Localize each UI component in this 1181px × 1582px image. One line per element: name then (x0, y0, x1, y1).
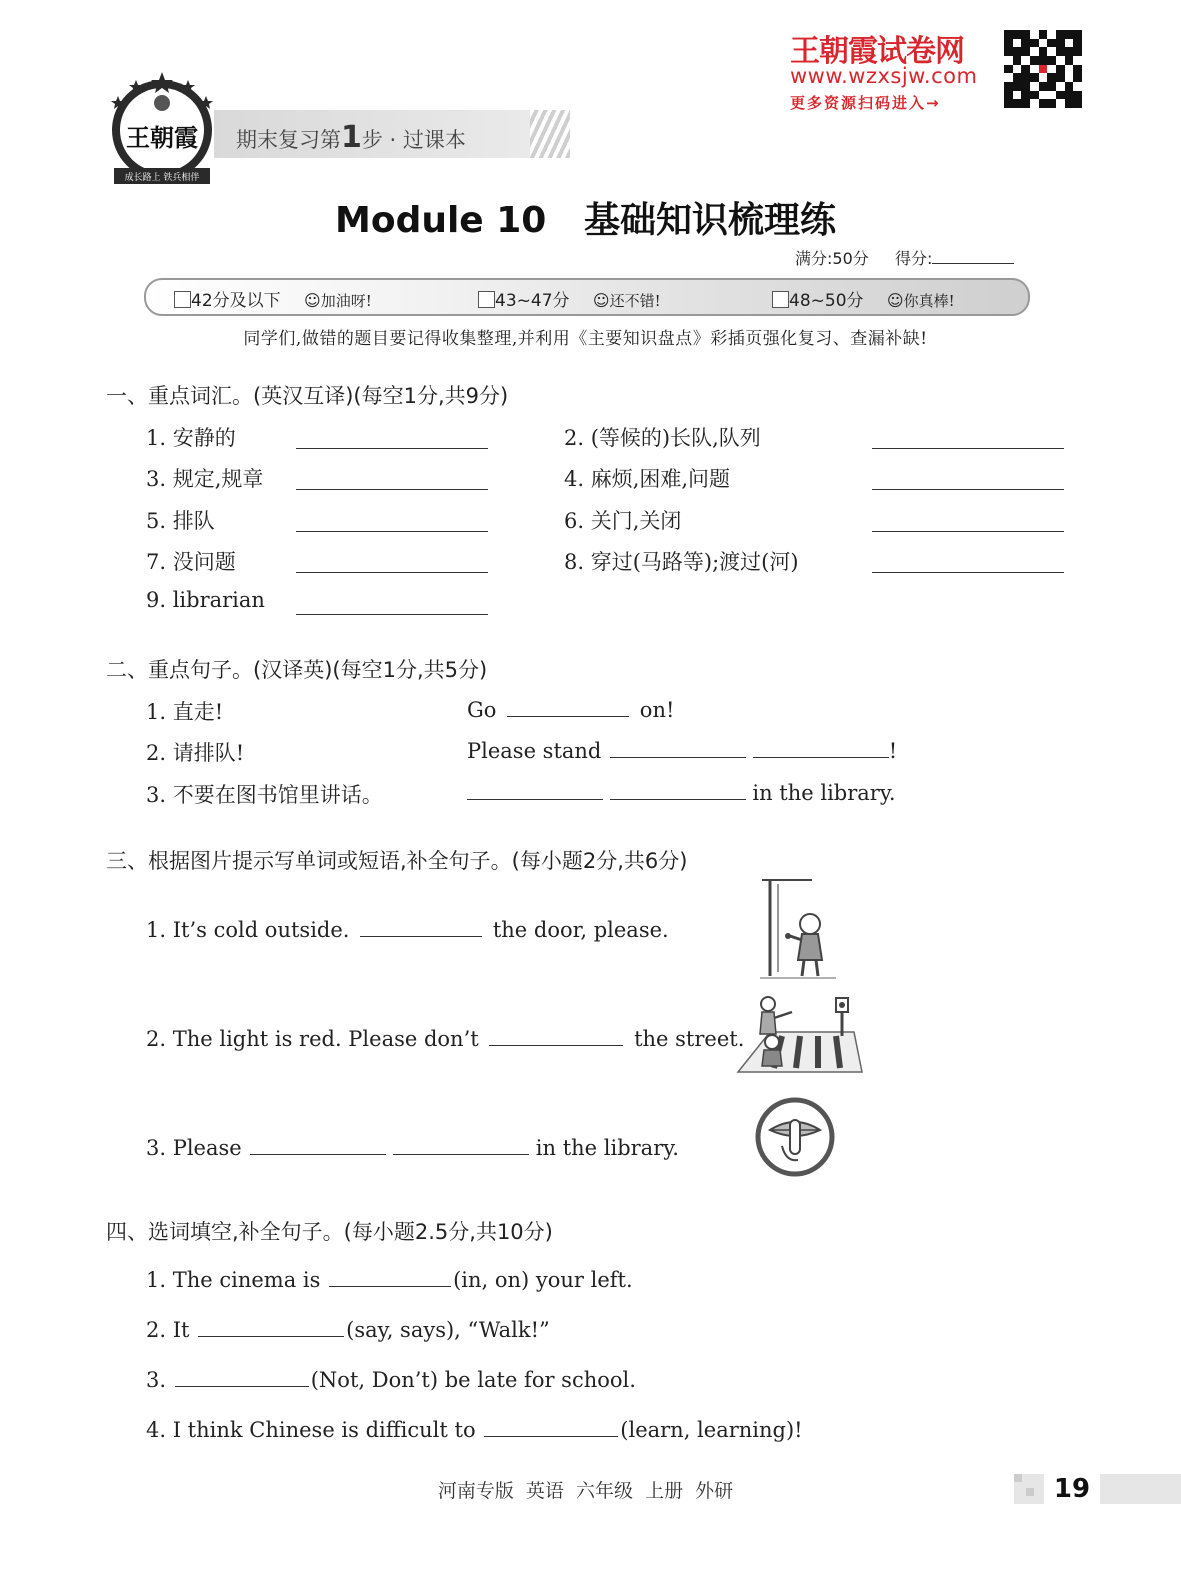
vocab-item: 4. 麻烦,困难,问题 (564, 467, 731, 491)
smile-icon: ☺ (592, 291, 610, 310)
corner-decoration (1014, 1474, 1022, 1482)
rating-option: 48~50分 ☺你真棒! (772, 286, 955, 311)
smile-icon: ☺ (886, 291, 904, 310)
answer-blank[interactable] (296, 552, 488, 573)
vocab-item: 5. 排队 (146, 509, 215, 533)
sentence-cn: 1. 直走! (146, 700, 224, 724)
sentence-en: in the library. (535, 1136, 679, 1160)
checkbox[interactable] (478, 291, 495, 308)
brand-title: 王朝霞试卷网 (790, 34, 964, 69)
page-title: Module 10 基础知识梳理练 (335, 200, 836, 241)
footer-text: 河南专版 英语 六年级 上册 外研 (437, 1480, 734, 1502)
sentence-cn: 2. 请排队! (146, 741, 245, 765)
sentence-en: (learn, learning)! (620, 1418, 803, 1442)
answer-blank[interactable] (175, 1366, 309, 1387)
section1-heading: 一、重点词汇。(英汉互译)(每空1分,共9分) (106, 384, 509, 408)
step-label-pre: 期末复习第 (236, 128, 341, 152)
checkbox[interactable] (174, 291, 191, 308)
answer-blank[interactable] (872, 511, 1064, 532)
sentence-en: 3. Please (146, 1136, 242, 1160)
sentence-en: the door, please. (492, 918, 669, 942)
sentence-en: (Not, Don’t) be late for school. (310, 1368, 636, 1392)
logo (106, 70, 218, 188)
answer-blank[interactable] (296, 428, 488, 449)
answer-blank[interactable] (250, 1134, 386, 1155)
sentence-en: 2. It (146, 1318, 190, 1342)
answer-blank[interactable] (296, 511, 488, 532)
answer-blank[interactable] (610, 737, 746, 758)
logo-name: 王朝霞 (126, 123, 198, 152)
smile-icon: ☺ (304, 291, 321, 310)
score-blank[interactable] (932, 247, 1014, 264)
vocab-item: 7. 没问题 (146, 550, 236, 574)
full-score: 满分:50分 (795, 249, 869, 268)
answer-blank[interactable] (753, 737, 889, 758)
checkbox[interactable] (772, 291, 789, 308)
logo-tagline: 成长路上 铁兵相伴 (124, 173, 200, 183)
vocab-item: 6. 关门,关闭 (564, 509, 682, 533)
answer-blank[interactable] (360, 916, 482, 937)
sentence-cn: 3. 不要在图书馆里讲话。 (146, 783, 383, 807)
answer-blank[interactable] (296, 594, 488, 615)
rating-option: 42分及以下 ☺加油呀! (174, 286, 372, 311)
sentence-en: 3. (146, 1368, 167, 1392)
vocab-item: 3. 规定,规章 (146, 467, 264, 491)
brand-cta: 更多资源扫码进入→ (790, 94, 941, 112)
sentence-en: Go (467, 698, 497, 722)
sentence-en: 1. The cinema is (146, 1268, 321, 1292)
qr-code[interactable] (1004, 30, 1082, 108)
brand-url[interactable]: www.wzxsjw.com (790, 64, 978, 88)
tip-text: 同学们,做错的题目要记得收集整理,并利用《主要知识盘点》彩插页强化复习、查漏补缺! (243, 329, 928, 349)
answer-blank[interactable] (872, 469, 1064, 490)
section4-heading: 四、选词填空,补全句子。(每小题2.5分,共10分) (106, 1220, 553, 1244)
step-number: 1 (341, 120, 362, 155)
answer-blank[interactable] (329, 1266, 451, 1287)
page-number: 19 (1053, 1474, 1091, 1504)
close-door-picture (752, 876, 844, 982)
section3-heading: 三、根据图片提示写单词或短语,补全句子。(每小题2分,共6分) (106, 849, 688, 873)
sentence-en: 2. The light is red. Please don’t (146, 1027, 479, 1051)
sentence-en: the street. (634, 1027, 745, 1051)
vocab-item: 2. (等候的)长队,队列 (564, 426, 761, 450)
vocab-item: 8. 穿过(马路等);渡过(河) (564, 550, 799, 574)
step-banner (214, 110, 570, 158)
sentence-en: in the library. (752, 781, 896, 805)
corner-decoration (1026, 1488, 1034, 1496)
quiet-sign-icon (752, 1094, 838, 1180)
answer-blank[interactable] (872, 428, 1064, 449)
answer-blank[interactable] (484, 1416, 618, 1437)
rating-bar (144, 278, 1030, 316)
sentence-en: (say, says), “Walk!” (346, 1318, 550, 1342)
answer-blank[interactable] (467, 779, 603, 800)
score-label: 得分: (894, 249, 933, 268)
sentence-en: Please stand (467, 739, 602, 763)
sentence-en: 1. It’s cold outside. (146, 918, 350, 942)
vocab-item: 9. librarian (146, 588, 265, 612)
step-label-post: 步 · 过课本 (361, 128, 466, 152)
answer-blank[interactable] (296, 469, 488, 490)
rating-option: 43~47分 ☺还不错! (478, 286, 661, 311)
answer-blank[interactable] (872, 552, 1064, 573)
sentence-en: ! (888, 739, 898, 763)
section2-heading: 二、重点句子。(汉译英)(每空1分,共5分) (106, 658, 488, 682)
sentence-en: on! (639, 698, 675, 722)
answer-blank[interactable] (198, 1316, 344, 1337)
banner-stripes (530, 110, 570, 158)
crossing-street-picture (730, 994, 864, 1076)
sentence-en: (in, on) your left. (453, 1268, 633, 1292)
vocab-item: 1. 安静的 (146, 426, 236, 450)
answer-blank[interactable] (507, 696, 629, 717)
page-number-block (1014, 1474, 1181, 1504)
answer-blank[interactable] (610, 779, 746, 800)
answer-blank[interactable] (489, 1025, 623, 1046)
sentence-en: 4. I think Chinese is difficult to (146, 1418, 476, 1442)
answer-blank[interactable] (393, 1134, 529, 1155)
